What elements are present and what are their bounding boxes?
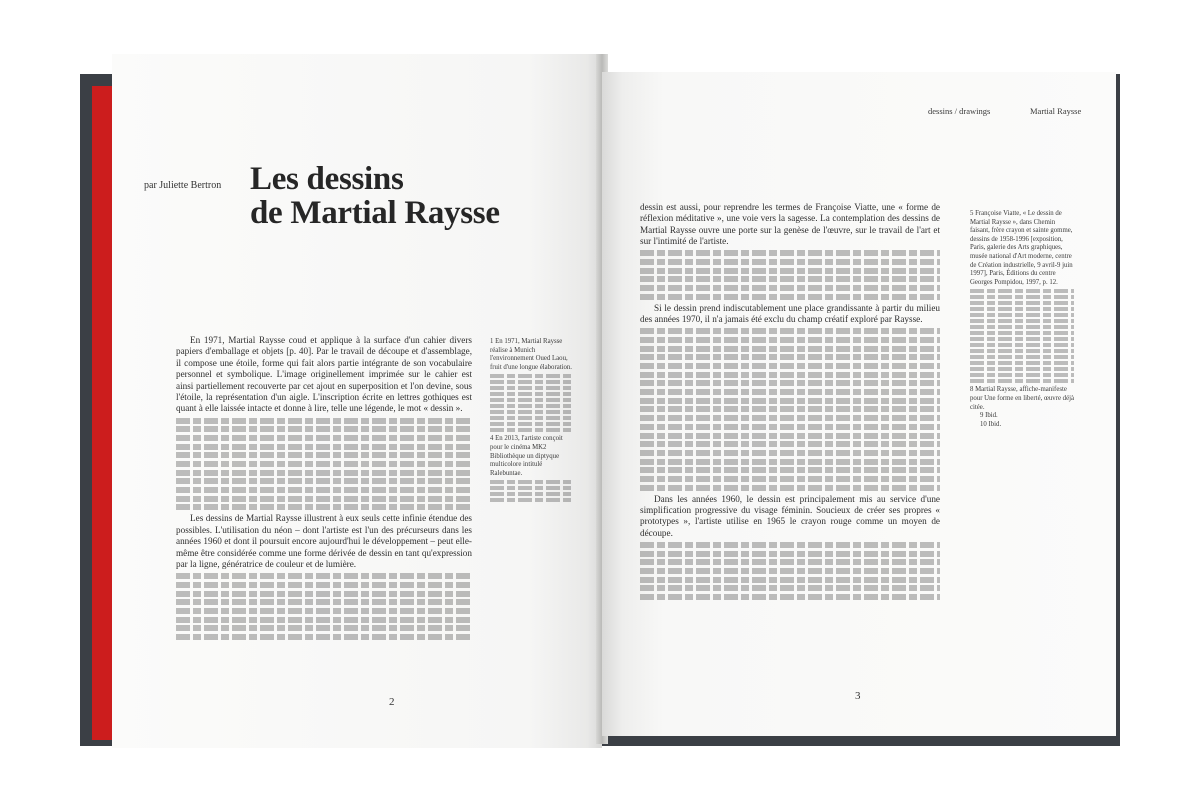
footnote-line [970,325,1074,329]
paragraph-intro: En 1971, Martial Raysse coud et applique à la surface d'un cahier divers papiers d'emballage et objets [p. 40]. Par le travail de découpe et d'assemblage, il compose une étoile, forme qui fait alors partie intégrante de son vocabulaire personnel et symbolique. L'image originellement imprimée sur le cahier est ainsi partiellement recouverte par cet ajout en superposition et l'on devine, sous l'étoile, la représentation d'un aigle. L'inscription écrite en lettres gothiques est quant à elle laissée intacte et donne à lire, telle une légende, le mot « dessin ». [176,335,472,414]
paragraph-second: Si le dessin prend indiscutablement une place grandissante à partir du milieu des années 1970, il n'a jamais été exclu du champ créatif exploré par Raysse. [640,302,940,325]
footnote-first: 1 En 1971, Martial Raysse réalise à Munich l'environnement Oued Laou, fruit d'une longue élaboration. [490,338,573,371]
text-line [640,577,940,583]
text-line [640,380,940,386]
footnote-line [490,386,572,390]
footnote-line [490,480,572,484]
footnote-last: 4 En 2013, l'artiste conçoit pour le cinéma MK2 Bibliothèque un diptyque multicolore intitulé Ralebuntae. [490,435,563,477]
footnote-line [970,301,1074,305]
running-head-section: dessins / drawings [928,106,991,116]
right-page [602,72,1116,736]
article-title [250,162,500,230]
footnote-line [970,361,1074,365]
text-line [640,485,940,491]
text-line [176,470,472,476]
text-line [176,496,472,502]
text-line [176,444,472,450]
text-line [640,276,940,282]
footnote-10: 10 Ibid. [980,420,1002,428]
footnote-line [490,498,572,502]
text-line [176,452,472,458]
text-line [176,608,472,614]
footnote-line [490,416,572,420]
text-line [640,424,940,430]
footnote-line [970,355,1074,359]
text-line [640,250,940,256]
footnote-line [970,295,1074,299]
text-line [176,625,472,631]
footnote-line [490,398,572,402]
text-line [176,591,472,597]
footnotes-right [970,210,1074,429]
footnote-line [970,367,1074,371]
text-line [640,372,940,378]
body-column-right [640,202,940,603]
text-line [640,389,940,395]
footnote-line [490,428,572,432]
text-line [640,285,940,291]
footnote-line [970,349,1074,353]
footnote-line [970,331,1074,335]
footnotes-left [490,338,572,504]
text-line [640,415,940,421]
text-line [640,433,940,439]
text-line [640,441,940,447]
footnote-line [970,319,1074,323]
text-line [176,504,472,510]
footnote-first: 5 Françoise Viatte, « Le dessin de Martial Raysse », dans Chemin faisant, frère crayon et sainte gomme, dessins de 1958-1996 [exposition, Paris, galerie des Arts graphiques, musée national d'Art moderne, centre de Création industrielle, 9 avril-9 juin 1997], Paris, Éditions du centre Georges Pompidou, 1997, p. 12. [970,210,1073,286]
text-line [640,398,940,404]
footnote-8: 8 Martial Raysse, affiche-manifeste pour Une forme en liberté, œuvre déjà citée. [970,386,1074,411]
text-line [640,406,940,412]
text-line [640,559,940,565]
text-line [640,585,940,591]
text-line [176,426,472,432]
text-line [640,268,940,274]
text-line [176,573,472,579]
paragraph-third: Dans les années 1960, le dessin est principalement mis au service d'une simplification progressive du visage féminin. Soucieux de créer ses propres « prototypes », l'artiste utilise en 1965 le crayon rouge comme un moyen de découpe. [640,493,940,538]
text-line [640,294,940,300]
footnote-line [970,343,1074,347]
byline: par Juliette Bertron [144,180,222,191]
text-line [640,328,940,334]
text-line [640,354,940,360]
text-line [640,542,940,548]
text-line [176,478,472,484]
text-line [640,459,940,465]
footnote-line [970,313,1074,317]
text-line [176,487,472,493]
text-line [640,551,940,557]
footnote-line [970,373,1074,377]
footnote-line [970,379,1074,383]
text-line [176,634,472,640]
body-column-left [176,335,472,643]
footnote-line [490,380,572,384]
paragraph-second: Les dessins de Martial Raysse illustrent à eux seuls cette infinie étendue des possibles. L'utilisation du néon – dont l'artiste est l'un des précurseurs dans les années 1960 et dont il poursuit encore aujourd'hui le développement – peut elle-même être considérée comme une forme dérivée de dessin en tant qu'expression par la ligne, génératrice de couleur et de lumière. [176,513,472,570]
text-line [640,467,940,473]
page-number-left: 2 [389,696,395,708]
text-line [640,346,940,352]
text-line [640,363,940,369]
footnote-line [490,422,572,426]
text-line [640,594,940,600]
footnote-line [490,410,572,414]
running-head-author: Martial Raysse [1030,106,1082,116]
footnote-line [970,307,1074,311]
footnote-line [970,337,1074,341]
footnote-line [490,492,572,496]
paragraph-continued: dessin est aussi, pour reprendre les termes de Françoise Viatte, une « forme de réflexion méditative », une voie vers la sagesse. La contemplation des dessins de Martial Raysse ouvre une porte sur la genèse de l'œuvre, sur le travail de l'art et sur l'intimité de l'artiste. [640,202,940,247]
footnote-line [490,374,572,378]
footnote-line [970,289,1074,293]
footnote-line [490,392,572,396]
footnote-line [490,486,572,490]
text-line [640,450,940,456]
title-line-1: Les dessins [250,161,404,197]
title-line-2: de Martial Raysse [250,195,500,231]
text-line [176,599,472,605]
text-line [176,435,472,441]
left-page [112,54,602,748]
page-number-right: 3 [855,690,861,702]
text-line [640,337,940,343]
text-line [176,582,472,588]
text-line [176,418,472,424]
text-line [640,259,940,265]
text-line [176,461,472,467]
text-line [640,476,940,482]
footnote-9: 9 Ibid. [980,412,998,420]
text-line [640,568,940,574]
text-line [176,617,472,623]
footnote-line [490,404,572,408]
